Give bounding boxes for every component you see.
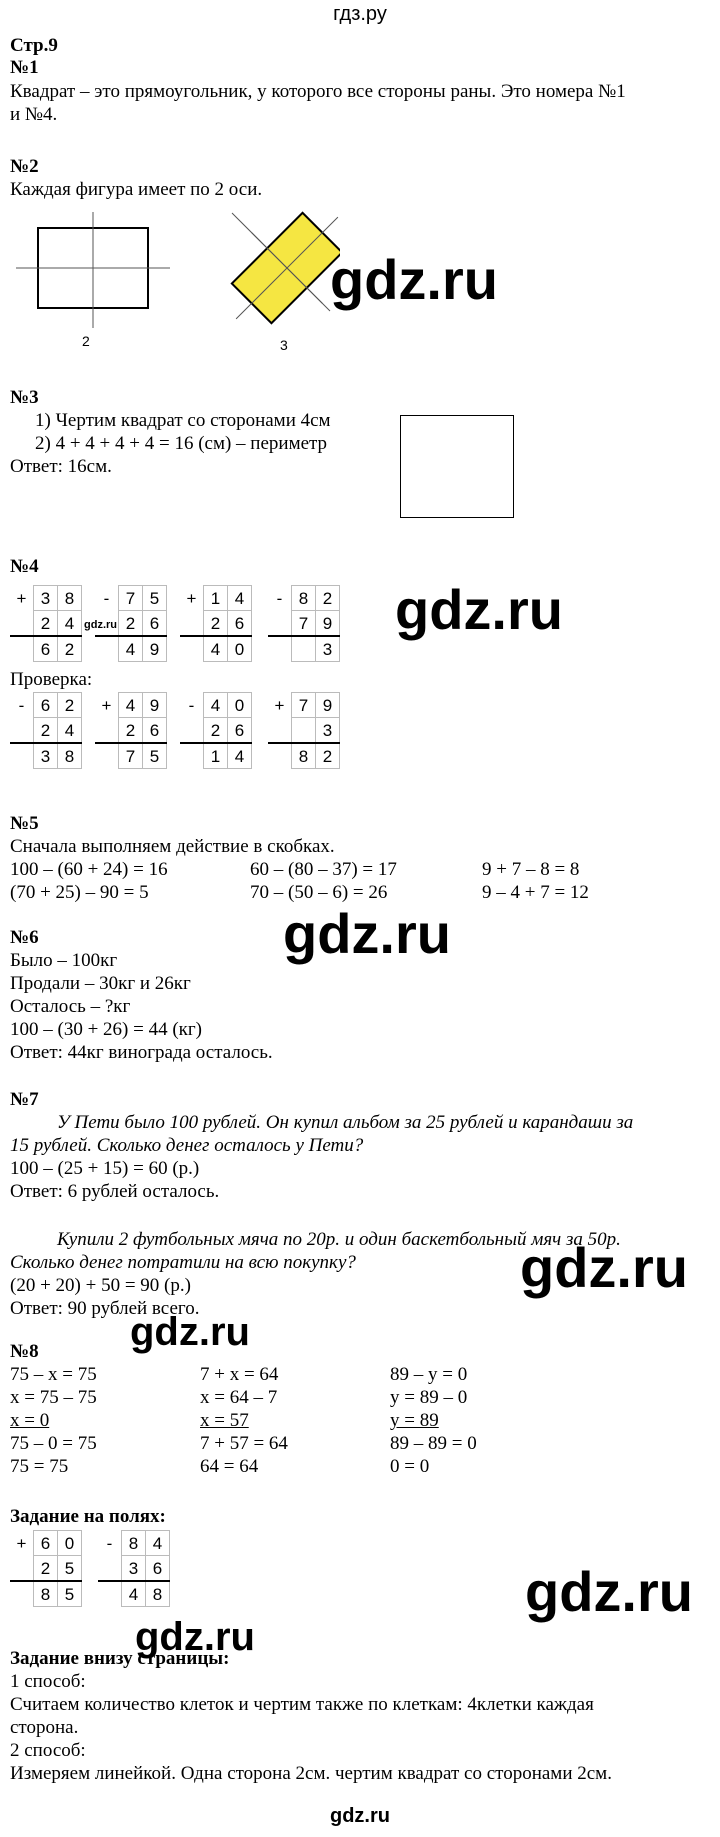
task4-number: №4: [10, 556, 39, 577]
digit-cell: 6: [34, 1531, 58, 1556]
operator-sign: +: [16, 1533, 27, 1553]
operator-sign: -: [103, 588, 110, 608]
task7-problem1: 15 рублей. Сколько денег осталось у Пети?: [10, 1135, 364, 1156]
operator-sign: +: [16, 588, 27, 608]
digit-cell: 2: [58, 693, 82, 718]
grid-cell: [268, 611, 292, 637]
square-drawing: [400, 415, 514, 518]
digit-cell: 8: [146, 1581, 170, 1607]
operator-sign: -: [188, 695, 195, 715]
check-label: Проверка:: [10, 669, 93, 690]
operator-sign: -: [106, 1533, 113, 1553]
task2-text: Каждая фигура имеет по 2 оси.: [10, 179, 263, 200]
figure2-label: 3: [280, 337, 288, 353]
grid-cell: [180, 743, 204, 769]
task5-expr: 9 + 7 – 8 = 8: [482, 859, 580, 880]
digit-cell: 6: [143, 611, 167, 637]
bottom-method1-text: Считаем количество клеток и чертим также по клеткам: 4клетки каждая: [10, 1694, 594, 1715]
task5-intro: Сначала выполняем действие в скобках.: [10, 836, 335, 857]
task7-solution2: (20 + 20) + 50 = 90 (р.): [10, 1275, 191, 1296]
grid-cell: [10, 1581, 34, 1607]
equation-line: 0 = 0: [390, 1456, 430, 1477]
column-arithmetic-grid: [10, 1530, 82, 1607]
task6-number: №6: [10, 927, 39, 948]
digit-cell: 4: [122, 1581, 146, 1607]
figure1-label: 2: [82, 333, 90, 349]
task5-expr: (70 + 25) – 90 = 5: [10, 882, 149, 903]
digit-cell: 4: [119, 693, 143, 718]
task7-problem2: Сколько денег потратили на всю покупку?: [10, 1252, 356, 1273]
digit-cell: 2: [34, 1556, 58, 1582]
watermark: gdz.ru: [135, 1615, 255, 1659]
digit-cell: 4: [204, 636, 228, 662]
task3-step1: 1) Чертим квадрат со сторонами 4см: [35, 410, 331, 431]
digit-cell: 2: [204, 718, 228, 744]
equation-line: 75 – x = 75: [10, 1364, 97, 1385]
watermark: gdz.ru: [130, 1310, 250, 1354]
equation-line: 7 + x = 64: [200, 1364, 279, 1385]
digit-cell: 6: [34, 693, 58, 718]
digit-cell: 2: [119, 611, 143, 637]
grid-cell: [10, 636, 34, 662]
equation-line: x = 57: [200, 1410, 249, 1431]
digit-cell: 7: [119, 743, 143, 769]
digit-cell: 6: [34, 636, 58, 662]
task3-step2: 2) 4 + 4 + 4 + 4 = 16 (см) – периметр: [35, 433, 328, 454]
digit-cell: 0: [228, 693, 252, 718]
digit-cell: 9: [143, 693, 167, 718]
column-arithmetic-grid: [10, 692, 82, 769]
digit-cell: 6: [228, 718, 252, 744]
task7-problem1: У Пети было 100 рублей. Он купил альбом за 25 рублей и карандаши за: [57, 1112, 634, 1133]
digit-cell: 5: [143, 743, 167, 769]
digit-cell: 8: [122, 1531, 146, 1556]
site-header: гдз.ру: [333, 3, 387, 25]
task2-number: №2: [10, 156, 39, 177]
operator-sign: +: [186, 588, 197, 608]
equation-line: x = 75 – 75: [10, 1387, 97, 1408]
digit-cell: 2: [34, 611, 58, 637]
digit-cell: 9: [143, 636, 167, 662]
grid-cell: [98, 1556, 122, 1582]
bottom-method2: 2 способ:: [10, 1740, 86, 1761]
digit-cell: 4: [228, 743, 252, 769]
task6-answer: Ответ: 44кг винограда осталось.: [10, 1042, 273, 1063]
grid-cell: [10, 718, 34, 744]
grid-cell: [95, 743, 119, 769]
digit-cell: 8: [292, 586, 316, 611]
equation-line: 89 – 89 = 0: [390, 1433, 477, 1454]
equation-line: 7 + 57 = 64: [200, 1433, 288, 1454]
task7-problem2: Купили 2 футбольных мяча по 20р. и один баскетбольный мяч за 50р.: [57, 1229, 621, 1250]
task5-expr: 60 – (80 – 37) = 17: [250, 859, 397, 880]
task7-answer1: Ответ: 6 рублей осталось.: [10, 1181, 220, 1202]
equation-line: 64 = 64: [200, 1456, 259, 1477]
digit-cell: 5: [143, 586, 167, 611]
page-label: Стр.9: [10, 35, 58, 56]
digit-cell: 2: [58, 636, 82, 662]
grid-cell: [268, 636, 292, 662]
watermark: gdz.ru: [520, 1236, 688, 1299]
symmetry-figures: [10, 210, 340, 335]
bottom-task-title: Задание внизу страницы:: [10, 1648, 230, 1669]
digit-cell: 2: [316, 586, 340, 611]
digit-cell: 9: [316, 693, 340, 718]
digit-cell: 6: [146, 1556, 170, 1582]
task3-number: №3: [10, 387, 39, 408]
task6-line: Было – 100кг: [10, 950, 118, 971]
digit-cell: 2: [119, 718, 143, 744]
grid-cell: [180, 718, 204, 744]
task6-line: Продали – 30кг и 26кг: [10, 973, 191, 994]
bottom-method1-text: сторона.: [10, 1717, 79, 1738]
equation-line: 75 = 75: [10, 1456, 69, 1477]
task7-answer2: Ответ: 90 рублей всего.: [10, 1298, 200, 1319]
task6-line: Осталось – ?кг: [10, 996, 131, 1017]
digit-cell: 7: [119, 586, 143, 611]
watermark: gdz.ru: [395, 578, 563, 641]
digit-cell: 4: [119, 636, 143, 662]
task3-answer: Ответ: 16см.: [10, 456, 112, 477]
digit-cell: 3: [34, 743, 58, 769]
task1-line1: Квадрат – это прямоугольник, у которого все стороны раны. Это номера №1: [10, 81, 626, 102]
column-arithmetic-grid: [180, 585, 252, 662]
equation-line: 75 – 0 = 75: [10, 1433, 97, 1454]
column-arithmetic-grid: [268, 585, 340, 662]
watermark: gdz.ru: [525, 1560, 693, 1623]
grid-cell: [180, 611, 204, 637]
digit-cell: 6: [228, 611, 252, 637]
equation-line: x = 0: [10, 1410, 50, 1431]
task6-line: 100 – (30 + 26) = 44 (кг): [10, 1019, 203, 1040]
equation-line: x = 64 – 7: [200, 1387, 278, 1408]
column-arithmetic-grid: [98, 1530, 170, 1607]
digit-cell: 6: [143, 718, 167, 744]
operator-sign: +: [101, 695, 112, 715]
digit-cell: 0: [228, 636, 252, 662]
task1-number: №1: [10, 57, 39, 78]
operator-sign: -: [276, 588, 283, 608]
digit-cell: 8: [292, 743, 316, 769]
watermark: gdz.ru: [283, 902, 451, 965]
digit-cell: 2: [316, 743, 340, 769]
digit-cell: 5: [58, 1581, 82, 1607]
digit-cell: [292, 718, 316, 744]
equation-line: 89 – y = 0: [390, 1364, 468, 1385]
digit-cell: 3: [122, 1556, 146, 1582]
task8-number: №8: [10, 1341, 39, 1362]
digit-cell: 1: [204, 586, 228, 611]
grid-cell: [95, 636, 119, 662]
grid-cell: [10, 611, 34, 637]
grid-cell: [180, 636, 204, 662]
task1-line2: и №4.: [10, 104, 58, 125]
margins-title: Задание на полях:: [10, 1506, 166, 1527]
digit-cell: 4: [228, 586, 252, 611]
equation-line: y = 89: [390, 1410, 439, 1431]
task5-number: №5: [10, 813, 39, 834]
operator-sign: -: [18, 695, 25, 715]
equation-line: y = 89 – 0: [390, 1387, 468, 1408]
site-footer: gdz.ru: [330, 1805, 390, 1827]
digit-cell: 4: [146, 1531, 170, 1556]
grid-cell: [98, 1581, 122, 1607]
digit-cell: 9: [316, 611, 340, 637]
grid-cell: [268, 743, 292, 769]
digit-cell: 4: [204, 693, 228, 718]
digit-cell: 7: [292, 611, 316, 637]
column-arithmetic-grid: [268, 692, 340, 769]
digit-cell: 3: [316, 718, 340, 744]
task5-expr: 9 – 4 + 7 = 12: [482, 882, 589, 903]
digit-cell: 4: [58, 718, 82, 744]
grid-cell: [10, 743, 34, 769]
task7-number: №7: [10, 1089, 39, 1110]
digit-cell: 1: [204, 743, 228, 769]
bottom-method2-text: Измеряем линейкой. Одна сторона 2см. чертим квадрат со сторонами 2см.: [10, 1763, 612, 1784]
task5-expr: 100 – (60 + 24) = 16: [10, 859, 168, 880]
operator-sign: +: [274, 695, 285, 715]
small-watermark: gdz.ru: [84, 619, 117, 631]
column-arithmetic-grid: [95, 692, 167, 769]
column-arithmetic-grid: [180, 692, 252, 769]
grid-cell: [10, 1556, 34, 1582]
digit-cell: 8: [34, 1581, 58, 1607]
digit-cell: 3: [316, 636, 340, 662]
digit-cell: 0: [58, 1531, 82, 1556]
task5-expr: 70 – (50 – 6) = 26: [250, 882, 388, 903]
digit-cell: 8: [58, 586, 82, 611]
column-arithmetic-grid: [10, 585, 82, 662]
grid-cell: [268, 718, 292, 744]
watermark: gdz.ru: [330, 248, 498, 311]
grid-cell: [95, 718, 119, 744]
digit-cell: 7: [292, 693, 316, 718]
digit-cell: 2: [204, 611, 228, 637]
task7-solution1: 100 – (25 + 15) = 60 (р.): [10, 1158, 200, 1179]
digit-cell: 3: [34, 586, 58, 611]
digit-cell: 5: [58, 1556, 82, 1582]
digit-cell: 2: [34, 718, 58, 744]
digit-cell: 4: [58, 611, 82, 637]
digit-cell: 8: [58, 743, 82, 769]
bottom-method1: 1 способ:: [10, 1671, 86, 1692]
digit-cell: [292, 636, 316, 662]
